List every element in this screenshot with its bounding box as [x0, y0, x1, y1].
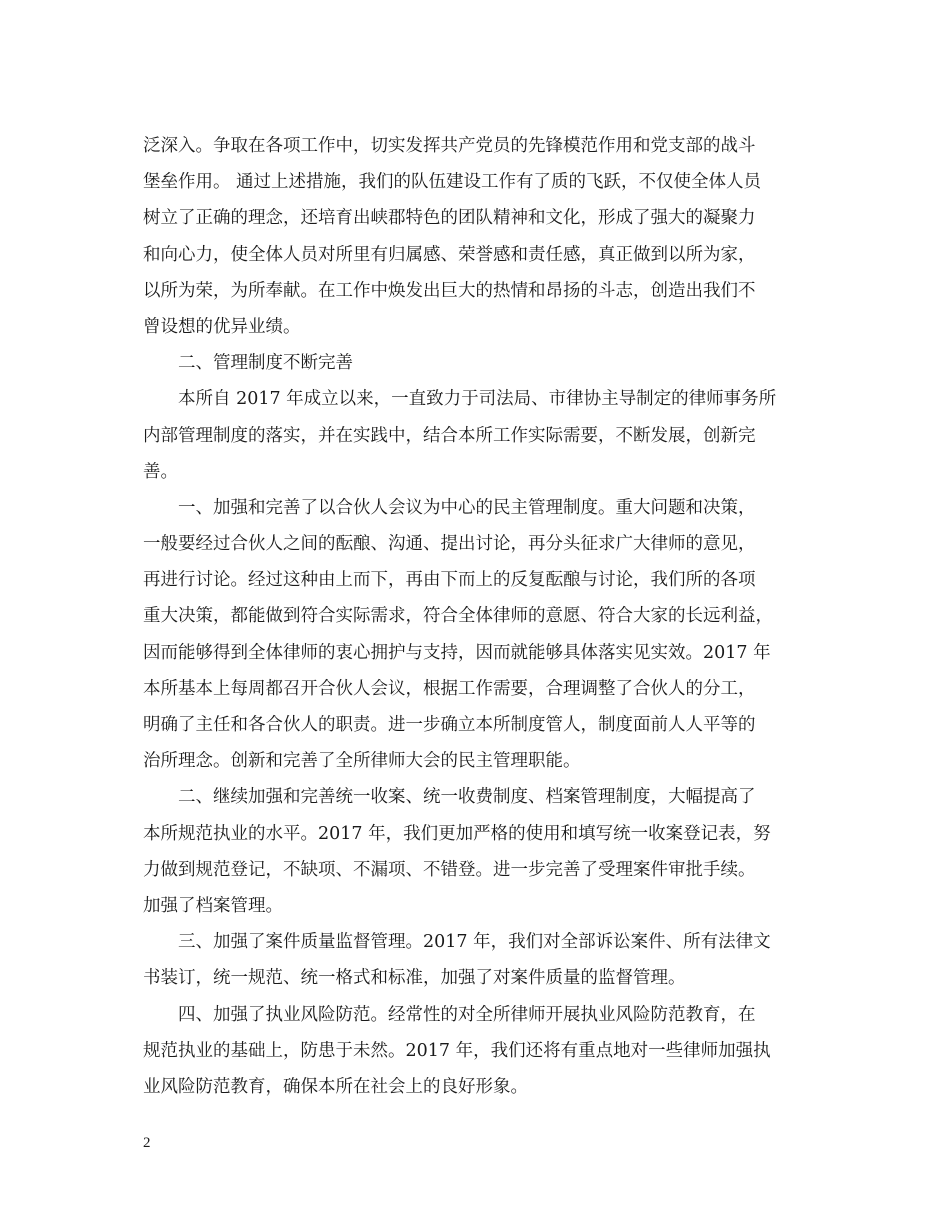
text-line: 重大决策，都能做到符合实际需求，符合全体律师的意愿、符合大家的长远利益， [143, 606, 773, 627]
text-line: 曾设想的优异业绩。 [143, 316, 301, 337]
text-line: 树立了正确的理念，还培育出峡郡特色的团队精神和文化，形成了强大的凝聚力 [143, 208, 756, 229]
text-line: 一般要经过合伙人之间的酝酿、沟通、提出讨论，再分头征求广大律师的意见， [143, 534, 756, 555]
text-line: 力做到规范登记，不缺项、不漏项、不错登。进一步完善了受理案件审批手续。 [143, 859, 756, 880]
text-line: 业风险防范教育，确保本所在社会上的良好形象。 [143, 1076, 528, 1097]
text-line: 本所基本上每周都召开合伙人会议，根据工作需要，合理调整了合伙人的分工， [143, 678, 756, 699]
text-line: 善。 [143, 461, 178, 482]
text-line: 再进行讨论。经过这种由上而下，再由下而上的反复酝酿与讨论，我们所的各项 [143, 570, 756, 591]
text-line: 四、加强了执业风险防范。经常性的对全所律师开展执业风险防范教育，在 [178, 1004, 756, 1025]
body-text [143, 128, 805, 1105]
text-line: 加强了档案管理。 [143, 895, 283, 916]
text-line: 泛深入。争取在各项工作中，切实发挥共产党员的先锋模范作用和党支部的战斗 [143, 136, 756, 156]
text-line: 规范执业的基础上，防患于未然。2017 年，我们还将有重点地对一些律师加强执 [143, 1040, 771, 1061]
text-line: 一、加强和完善了以合伙人会议为中心的民主管理制度。重大问题和决策， [178, 497, 756, 518]
section-heading: 二、管理制度不断完善 [178, 353, 353, 374]
text-line: 堡垒作用。 通过上述措施，我们的队伍建设工作有了质的飞跃，不仅使全体人员 [143, 172, 762, 193]
text-line: 内部管理制度的落实，并在实践中，结合本所工作实际需要，不断发展，创新完 [143, 425, 756, 446]
text-line: 三、加强了案件质量监督管理。2017 年，我们对全部诉讼案件、所有法律文 [178, 932, 771, 953]
text-line: 本所规范执业的水平。2017 年，我们更加严格的使用和填写统一收案登记表，努 [143, 823, 771, 844]
text-line: 书装订，统一规范、统一格式和标准，加强了对案件质量的监督管理。 [143, 968, 686, 989]
page-number: 2 [143, 1135, 151, 1151]
text-line: 明确了主任和各合伙人的职责。进一步确立本所制度管人，制度面前人人平等的 [143, 715, 756, 735]
text-line: 二、继续加强和完善统一收案、统一收费制度、档案管理制度，大幅提高了 [178, 787, 756, 808]
text-line: 治所理念。创新和完善了全所律师大会的民主管理职能。 [143, 751, 581, 772]
text-line: 和向心力，使全体人员对所里有归属感、荣誉感和责任感，真正做到以所为家， [143, 244, 756, 265]
text-line: 以所为荣，为所奉献。在工作中焕发出巨大的热情和昂扬的斗志，创造出我们不 [143, 280, 756, 301]
text-line: 因而能够得到全体律师的衷心拥护与支持，因而就能够具体落实见实效。2017 年 [143, 642, 771, 663]
text-line: 本所自 2017 年成立以来，一直致力于司法局、市律协主导制定的律师事务所 [178, 389, 777, 410]
